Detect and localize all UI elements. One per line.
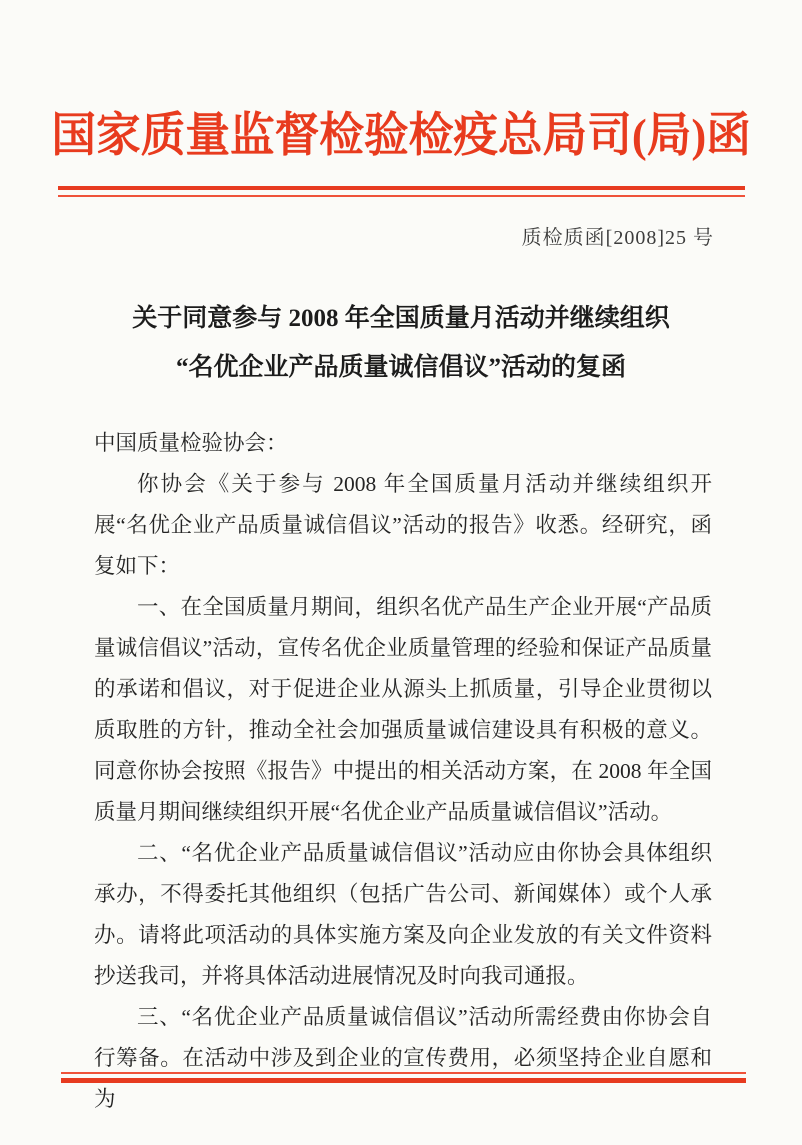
document-number: 质检质函[2008]25 号 (521, 227, 714, 249)
rule-top-thick-line (58, 186, 745, 190)
rule-bottom-thin-line (61, 1072, 746, 1074)
body-paragraph: 你协会《关于参与 2008 年全国质量月活动并继续组织开展“名优企业产品质量诚信倡议”活动的报告》收悉。经研究，函复如下： (94, 472, 712, 578)
document-body (94, 423, 712, 1120)
body-paragraph: 三、“名优企业产品质量诚信倡议”活动所需经费由你协会自行筹备。在活动中涉及到企业的宣传费用，必须坚持企业自愿和为 (94, 1005, 712, 1111)
body-paragraph: 一、在全国质量月期间，组织名优产品生产企业开展“产品质量诚信倡议”活动，宣传名优企业质量管理的经验和保证产品质量的承诺和倡议，对于促进企业从源头上抓质量，引导企业贯彻以质取胜的方针，推动全社会加强质量诚信建设具有积极的意义。同意你协会按照《报告》中提出的相关活动方案，在 2008 年全国质量月期间继续组织开展“名优企业产品质量诚信倡议”活动。 (94, 595, 712, 824)
document-title-line1: 关于同意参与 2008 年全国质量月活动并继续组织 (132, 305, 670, 332)
document-title-line2: “名优企业产品质量诚信倡议”活动的复函 (175, 354, 626, 381)
footer-rule (61, 1072, 746, 1083)
body-paragraph: 二、“名优企业产品质量诚信倡议”活动应由你协会具体组织承办，不得委托其他组织（包括广告公司、新闻媒体）或个人承办。请将此项活动的具体实施方案及向企业发放的有关文件资料抄送我司，并将具体活动进展情况及时向我司通报。 (94, 841, 712, 988)
rule-top-thin-line (58, 195, 745, 197)
letterhead-title (0, 98, 802, 165)
letterhead-title-text: 国家质量监督检验检疫总局司(局)函 (51, 110, 751, 162)
rule-bottom-thick-line (61, 1078, 746, 1083)
salutation: 中国质量检验协会： (94, 431, 288, 455)
letterhead-rule-top (58, 186, 745, 197)
document-title (0, 294, 802, 392)
